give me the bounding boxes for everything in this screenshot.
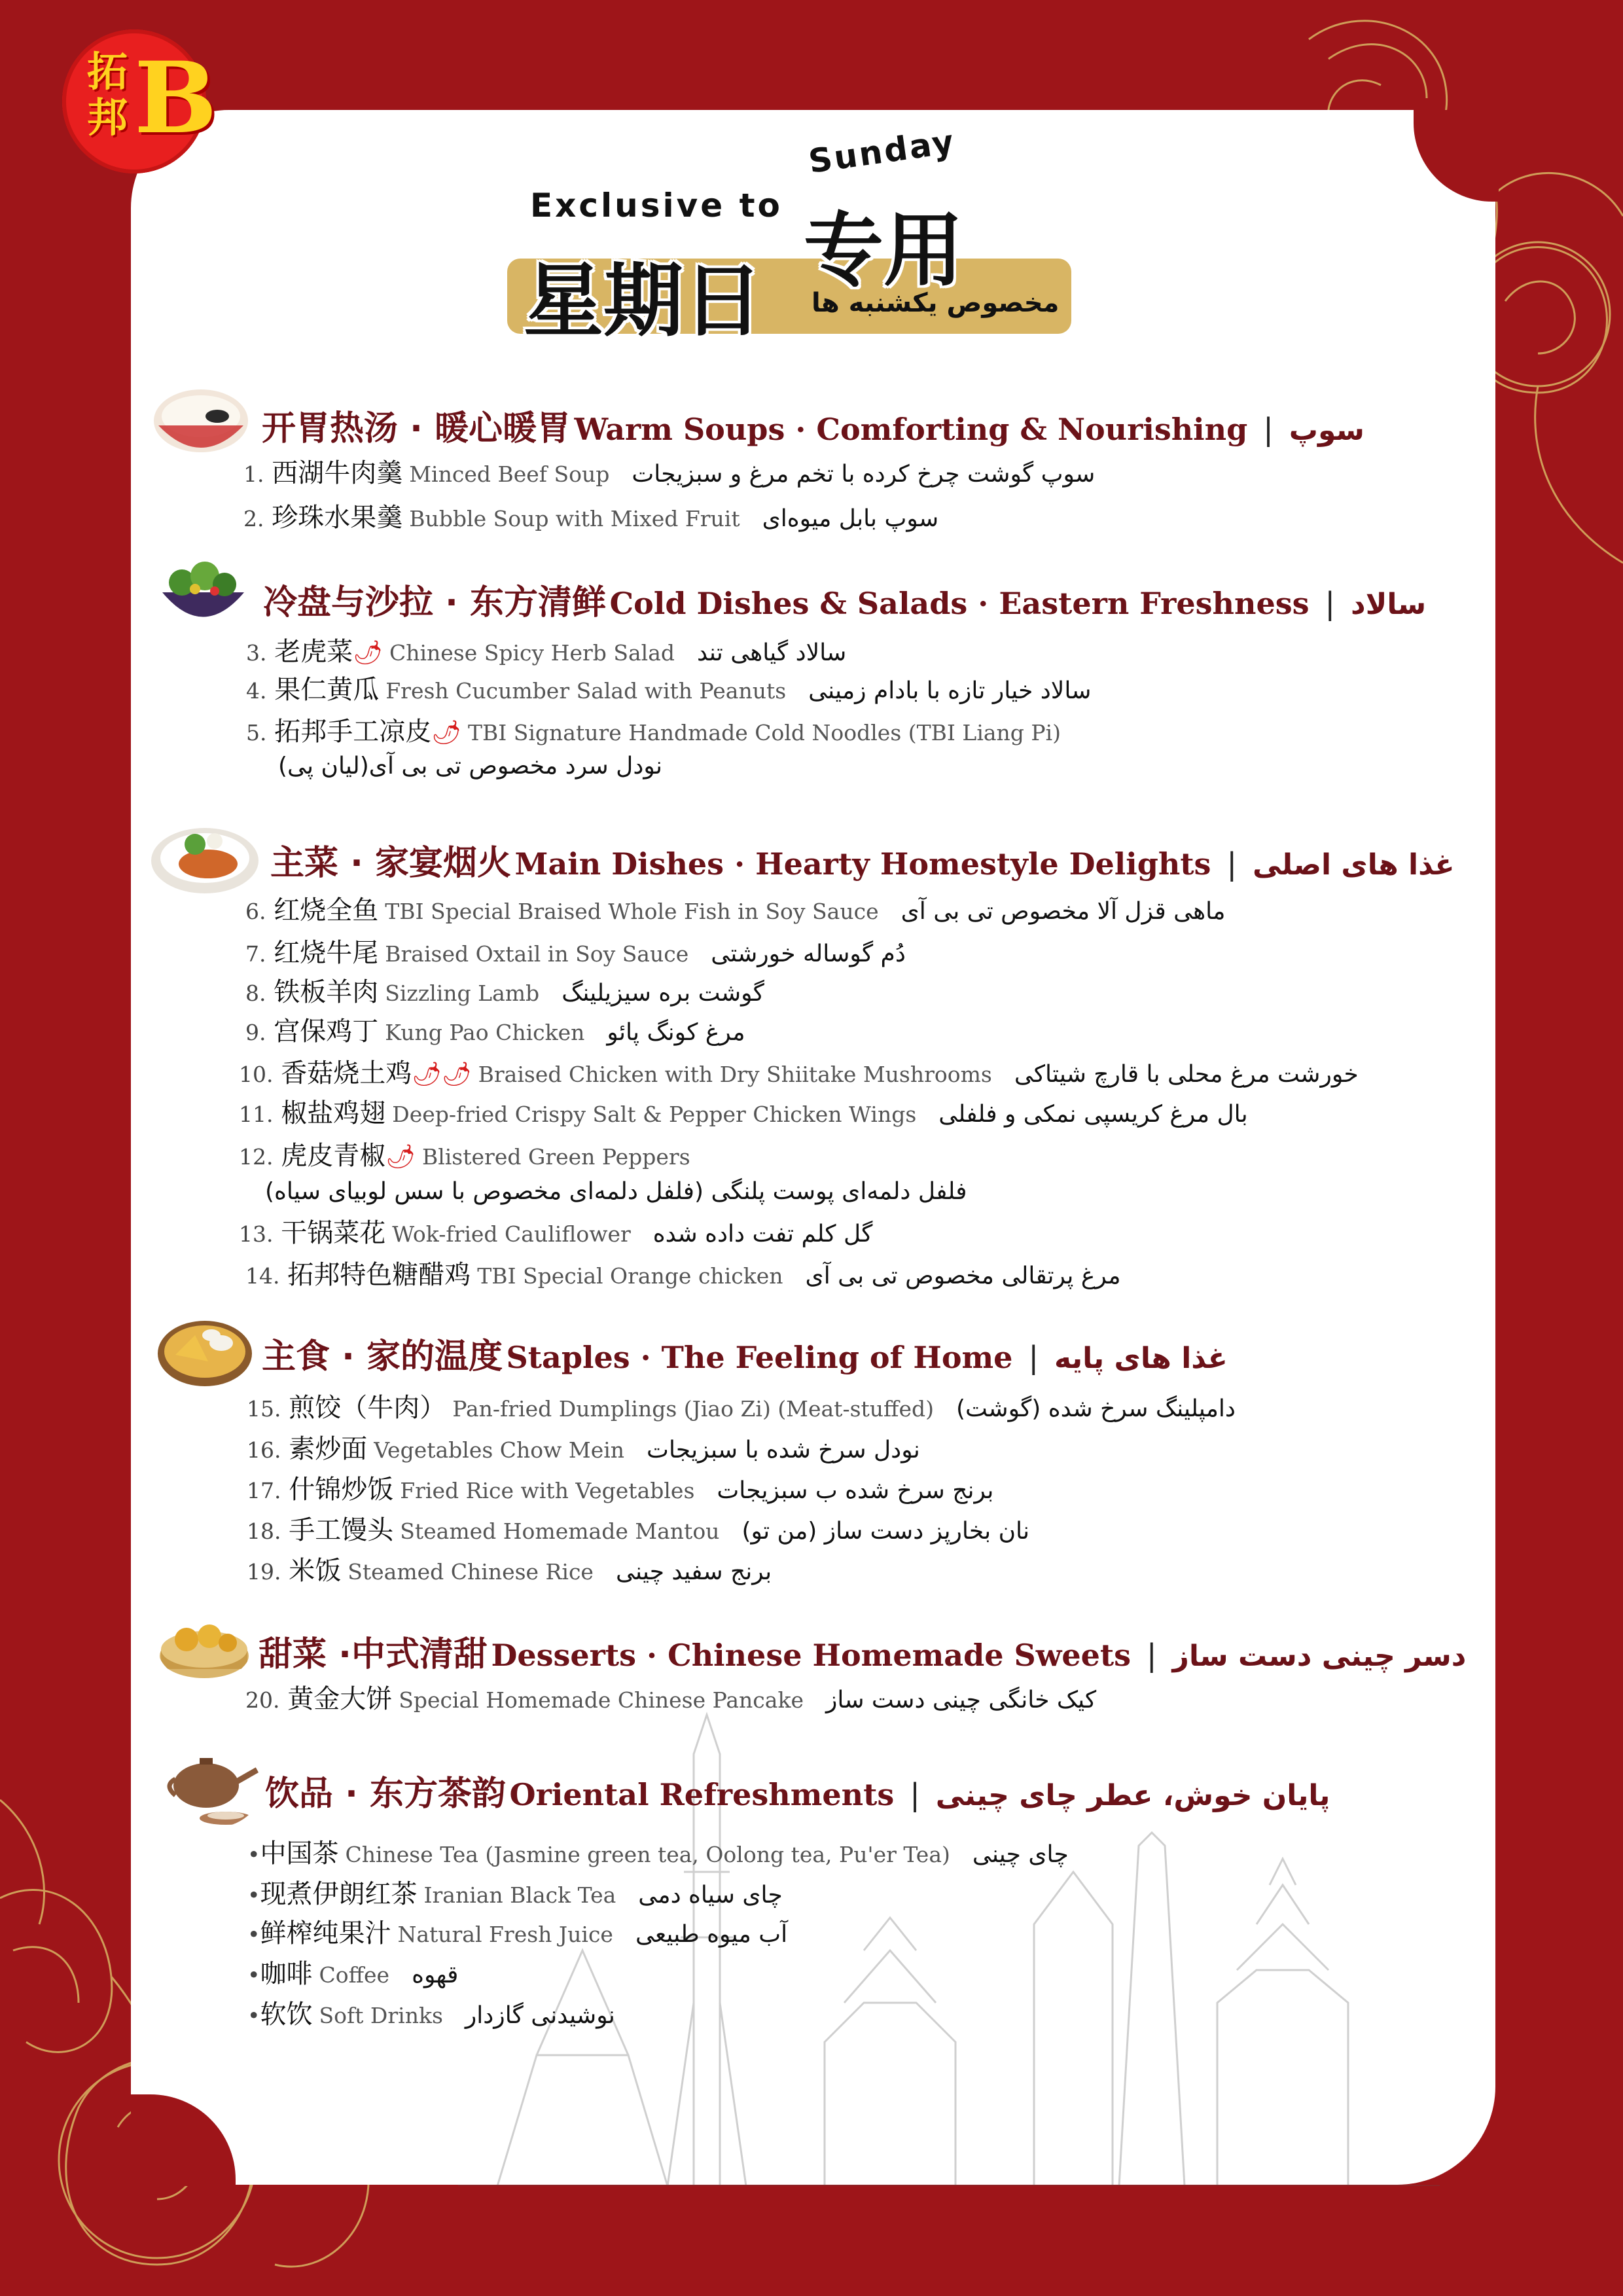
item-name-en: TBI Signature Handmade Cold Noodles (TBI Liang Pi) [467, 720, 1061, 745]
item-name-en: Blistered Green Peppers [421, 1144, 690, 1170]
item-name-fa: چای سیاه دمی [638, 1882, 783, 1909]
menu-item: 16. 素炒面 Vegetables Chow Mein نودل سرخ شده با سبزیجات [247, 1434, 920, 1464]
menu-item: 5. 拓邦手工凉皮🌶 TBI Signature Handmade Cold Noodles (TBI Liang Pi) [246, 717, 1061, 747]
item-name-fa: فلفل دلمه‌ای پوست پلنگی (فلفل دلمه‌ای مخصوص با سس لوبیای سیاه) [265, 1178, 967, 1205]
section-title-soups: 开胃热汤 · 暖心暖胃 Warm Soups · Comforting & Nourishing | سوپ [262, 409, 1364, 448]
section-title-zh: 饮品 · 东方茶韵 [265, 1774, 506, 1814]
item-name-zh: 红烧牛尾 [274, 938, 379, 968]
item-name-en: Deep-fried Crispy Salt & Pepper Chicken Wings [392, 1102, 917, 1127]
item-name-fa: مرغ کونگ پائو [607, 1019, 745, 1046]
menu-item: 1. 西湖牛肉羹 Minced Beef Soup سوپ گوشت چرخ کرده با تخم مرغ و سبزیجات [243, 458, 1096, 488]
item-name-en: Soft Drinks [319, 2003, 443, 2028]
item-name-fa: سوپ بابل میوه‌ای [762, 505, 939, 532]
item-name-zh: 黄金大饼 [287, 1684, 393, 1714]
item-name-en: Sizzling Lamb [385, 980, 540, 1006]
item-name-fa: سوپ گوشت چرخ کرده با تخم مرغ و سبزیجات [632, 461, 1096, 488]
item-name-zh: 鲜榨纯果汁 [260, 1918, 391, 1948]
menu-item: 19. 米饭 Steamed Chinese Rice برنج سفید چینی [247, 1556, 772, 1586]
item-name-en: Coffee [319, 1962, 390, 1988]
section-title-en: Cold Dishes & Salads · Eastern Freshness [609, 586, 1310, 621]
item-name-fa: سالاد گیاهی تند [697, 639, 847, 666]
item-name-zh: 铁板羊肉 [274, 977, 379, 1007]
section-title-zh: 主食 · 家的温度 [262, 1337, 503, 1376]
section-title-fa: دسر چینی دست ساز [1172, 1640, 1467, 1673]
item-name-fa: برنج سفید چینی [615, 1558, 772, 1585]
header-sunday-text: Sunday [806, 122, 958, 181]
section-title-zh: 开胃热汤 · 暖心暖胃 [262, 409, 571, 448]
menu-item: •中国茶 Chinese Tea (Jasmine green tea, Oolong tea, Pu'er Tea) چای چینی [247, 1839, 1069, 1869]
section-title-en: Main Dishes · Hearty Homestyle Delights [514, 846, 1211, 882]
item-name-en: Braised Oxtail in Soy Sauce [385, 941, 689, 967]
item-name-fa: قهوه [412, 1962, 459, 1988]
item-name-en: Steamed Homemade Mantou [400, 1518, 720, 1544]
chili-pepper-icon: 🌶 [385, 1143, 416, 1170]
menu-item: 18. 手工馒头 Steamed Homemade Mantou نان بخارپز دست ساز (من تو) [247, 1515, 1030, 1545]
item-name-en: TBI Special Orange chicken [477, 1263, 783, 1289]
section-title-refreshments: 饮品 · 东方茶韵 Oriental Refreshments | پایان خوش، عطر چای چینی [265, 1774, 1330, 1814]
item-name-zh: 宫保鸡丁 [274, 1016, 379, 1047]
chili-pepper-icon: 🌶🌶 [412, 1061, 472, 1088]
dessert-basket-icon [157, 1610, 252, 1682]
teapot-icon [164, 1746, 262, 1828]
section-title-en: Warm Soups · Comforting & Nourishing [574, 412, 1248, 447]
menu-item: 12. 虎皮青椒🌶 Blistered Green Peppers [239, 1141, 690, 1171]
item-name-fa: نان بخارپز دست ساز (من تو) [741, 1518, 1030, 1545]
item-name-zh: 香菇烧土鸡 [281, 1058, 412, 1088]
restaurant-logo [62, 29, 217, 173]
item-name-zh: 素炒面 [289, 1434, 368, 1464]
section-title-zh: 主菜 · 家宴烟火 [270, 844, 511, 883]
section-title-en: Staples · The Feeling of Home [506, 1340, 1013, 1375]
item-name-en: TBI Special Braised Whole Fish in Soy Sauce [385, 899, 879, 924]
item-name-en: Fresh Cucumber Salad with Peanuts [385, 678, 787, 704]
item-name-en: Chinese Spicy Herb Salad [389, 640, 675, 666]
item-name-en: Pan-fried Dumplings (Jiao Zi) (Meat-stuffed) [452, 1396, 935, 1422]
item-name-zh: 煎饺（牛肉） [289, 1393, 446, 1423]
section-title-fa: غذا های اصلی [1252, 848, 1455, 882]
item-name-fa: نوشیدنی گازدار [465, 2002, 615, 2029]
item-name-en: Chinese Tea (Jasmine green tea, Oolong tea, Pu'er Tea) [345, 1842, 950, 1867]
item-name-fa: بال مرغ کریسپی نمکی و فلفلی [938, 1101, 1248, 1128]
item-name-en: Bubble Soup with Mixed Fruit [409, 506, 740, 531]
item-name-fa: چای چینی [972, 1841, 1069, 1868]
item-name-zh: 珍珠水果羹 [272, 503, 403, 533]
menu-item: 11. 椒盐鸡翅 Deep-fried Crispy Salt & Pepper Chicken Wings بال مرغ کریسپی نمکی و فلفلی [239, 1098, 1248, 1128]
section-title-zh: 冷盘与沙拉 · 东方清鲜 [263, 583, 606, 622]
menu-item: •现煮伊朗红茶 Iranian Black Tea چای سیاه دمی [247, 1879, 783, 1909]
menu-item: •软饮 Soft Drinks نوشیدنی گازدار [247, 2000, 615, 2030]
logo-letter: B [134, 41, 217, 156]
item-name-en: Steamed Chinese Rice [348, 1559, 594, 1585]
section-title-fa: غذا های پایه [1054, 1342, 1228, 1375]
item-name-zh: 拓邦手工凉皮 [274, 717, 432, 747]
item-name-zh: 现煮伊朗红茶 [260, 1879, 418, 1909]
staples-plate-icon [156, 1316, 254, 1391]
item-name-zh: 椒盐鸡翅 [281, 1098, 386, 1128]
item-name-zh: 西湖牛肉羹 [272, 458, 403, 488]
item-name-fa: مرغ پرتقالی مخصوص تی بی آی [805, 1263, 1121, 1289]
menu-item: •咖啡 Coffee قهوه [247, 1959, 459, 1989]
item-name-zh: 虎皮青椒 [281, 1141, 386, 1171]
section-title-fa: سالاد [1351, 588, 1427, 621]
item-name-zh: 手工馒头 [289, 1515, 394, 1545]
item-name-zh: 软饮 [260, 2000, 313, 2030]
header-persian-text: مخصوص یکشنبه ها [812, 288, 1060, 318]
section-title-en: Desserts · Chinese Homemade Sweets [491, 1638, 1132, 1673]
header-exclusive-text: Exclusive to [530, 187, 783, 224]
section-title-cold-dishes: 冷盘与沙拉 · 东方清鲜 Cold Dishes & Salads · Eastern Freshness | سالاد [263, 583, 1427, 622]
chili-pepper-icon: 🌶 [353, 639, 383, 666]
menu-item: 9. 宫保鸡丁 Kung Pao Chicken مرغ کونگ پائو [245, 1016, 745, 1047]
menu-item: 6. 红烧全鱼 TBI Special Braised Whole Fish in Soy Sauce ماهی قزل آلا مخصوص تی بی آی [245, 895, 1226, 925]
header-chinese-sunday: 星期日 [524, 255, 763, 348]
item-name-fa: دُم گوساله خورشتی [711, 941, 906, 967]
item-name-fa: گوشت بره سیزیلینگ [562, 980, 764, 1007]
main-dish-plate-icon [149, 815, 260, 897]
section-title-en: Oriental Refreshments [509, 1777, 895, 1812]
menu-item: 17. 什锦炒饭 Fried Rice with Vegetables برنج سرخ شده ب سبزیجات [247, 1475, 994, 1505]
item-name-fa: برنج سرخ شده ب سبزیجات [717, 1477, 994, 1504]
item-name-en: Minced Beef Soup [409, 461, 610, 487]
item-name-en: Natural Fresh Juice [397, 1922, 613, 1947]
item-name-fa: آب میوه طبیعی [635, 1921, 788, 1948]
item-name-fa: خورشت مرغ محلی با قارچ شیتاکی [1014, 1061, 1359, 1088]
item-name-en: Braised Chicken with Dry Shiitake Mushrooms [478, 1062, 992, 1087]
menu-item: 14. 拓邦特色糖醋鸡 TBI Special Orange chicken مرغ پرتقالی مخصوص تی بی آی [245, 1260, 1121, 1290]
item-name-en: Fried Rice with Vegetables [400, 1478, 695, 1503]
menu-item: 3. 老虎菜🌶 Chinese Spicy Herb Salad سالاد گیاهی تند [246, 637, 847, 667]
chili-pepper-icon: 🌶 [431, 719, 461, 746]
salad-bowl-icon [159, 553, 247, 635]
item-name-zh: 果仁黄瓜 [274, 675, 380, 705]
logo-chinese-text: 拓邦 [87, 48, 128, 141]
item-name-zh: 干锅菜花 [281, 1218, 386, 1248]
soup-bowl-icon [152, 385, 250, 463]
item-name-zh: 什锦炒饭 [289, 1475, 394, 1505]
item-name-fa: نودل سرد مخصوص تی بی آی(لیان پی) [278, 753, 662, 780]
menu-item: 20. 黄金大饼 Special Homemade Chinese Pancake کیک خانگی چینی دست ساز [245, 1684, 1097, 1714]
section-title-zh: 甜菜 ·中式清甜 [259, 1635, 488, 1674]
section-title-desserts: 甜菜 ·中式清甜 Desserts · Chinese Homemade Sweets | دسر چینی دست ساز [259, 1635, 1467, 1674]
section-title-fa: پایان خوش، عطر چای چینی [935, 1779, 1330, 1812]
item-name-en: Kung Pao Chicken [385, 1020, 585, 1045]
menu-item: 10. 香菇烧土鸡🌶🌶 Braised Chicken with Dry Shiitake Mushrooms خورشت مرغ محلی با قارچ شیتاکی [239, 1058, 1359, 1088]
menu-item: 7. 红烧牛尾 Braised Oxtail in Soy Sauce دُم گوساله خورشتی [245, 938, 906, 968]
item-name-zh: 红烧全鱼 [274, 895, 379, 925]
menu-item: 2. 珍珠水果羹 Bubble Soup with Mixed Fruit سوپ بابل میوه‌ای [243, 503, 939, 533]
item-name-fa: دامپلینگ سرخ شده (گوشت) [956, 1395, 1236, 1422]
item-name-en: Vegetables Chow Mein [374, 1437, 625, 1463]
item-name-fa: نودل سرخ شده با سبزیجات [647, 1437, 920, 1463]
item-name-zh: 拓邦特色糖醋鸡 [287, 1260, 471, 1290]
item-name-zh: 咖啡 [260, 1959, 313, 1989]
item-name-fa: سالاد خیار تازه با بادام زمینی [808, 677, 1092, 704]
item-name-en: Wok-fried Cauliflower [392, 1221, 631, 1247]
menu-item: 15. 煎饺（牛肉） Pan-fried Dumplings (Jiao Zi) (Meat-stuffed) دامپلینگ سرخ شده (گوشت) [247, 1393, 1236, 1423]
item-name-zh: 米饭 [289, 1556, 342, 1586]
item-name-en: Iranian Black Tea [423, 1882, 616, 1908]
item-name-zh: 中国茶 [260, 1839, 339, 1869]
menu-item: 4. 果仁黄瓜 Fresh Cucumber Salad with Peanuts سالاد خیار تازه با بادام زمینی [246, 675, 1092, 705]
menu-item: 13. 干锅菜花 Wok-fried Cauliflower گل کلم تفت داده شده [239, 1218, 873, 1248]
item-name-en: Special Homemade Chinese Pancake [399, 1687, 804, 1713]
section-title-staples: 主食 · 家的温度 Staples · The Feeling of Home | غذا های پایه [262, 1337, 1228, 1376]
section-title-main-dishes: 主菜 · 家宴烟火 Main Dishes · Hearty Homestyle Delights | غذا های اصلی [270, 844, 1455, 883]
item-name-fa: ماهی قزل آلا مخصوص تی بی آی [901, 898, 1226, 925]
item-name-fa: کیک خانگی چینی دست ساز [825, 1687, 1097, 1713]
menu-item: •鲜榨纯果汁 Natural Fresh Juice آب میوه طبیعی [247, 1918, 788, 1948]
header-chinese-exclusive: 专用 [804, 204, 963, 297]
menu-item: 8. 铁板羊肉 Sizzling Lamb گوشت بره سیزیلینگ [245, 977, 764, 1007]
item-name-zh: 老虎菜 [274, 637, 353, 667]
section-title-fa: سوپ [1289, 414, 1364, 447]
item-name-fa: گل کلم تفت داده شده [652, 1221, 873, 1247]
